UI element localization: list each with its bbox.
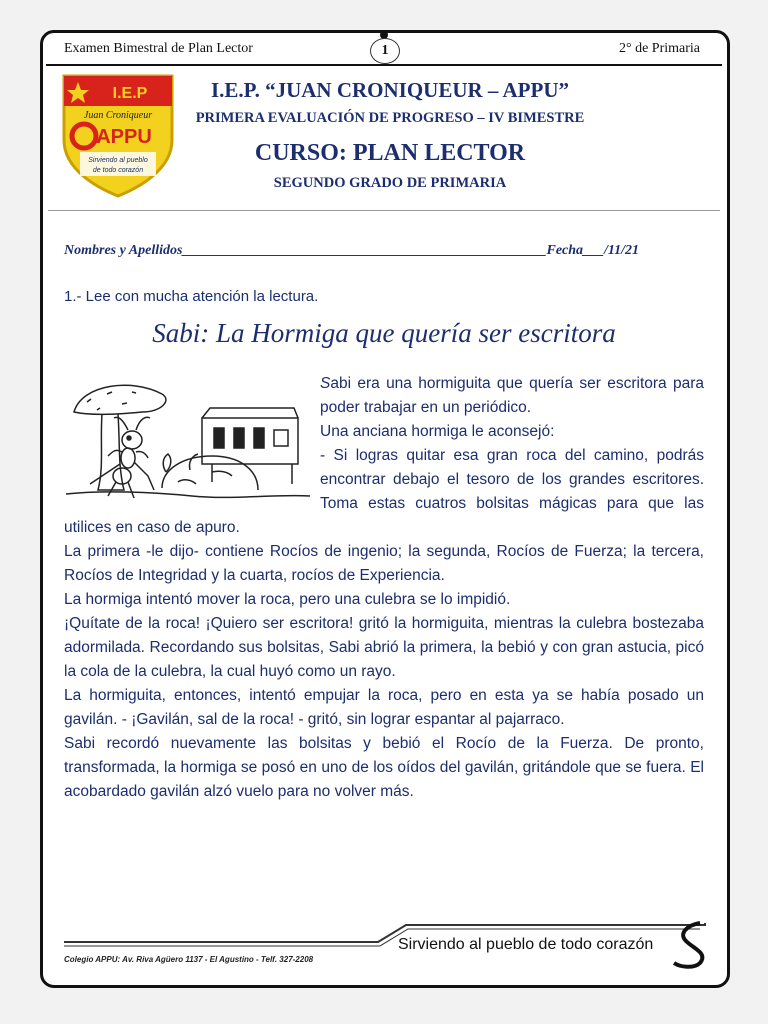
names-field[interactable]: ____________________________________________________ bbox=[182, 243, 547, 258]
footer-motto: Sirviendo al pueblo de todo corazón bbox=[398, 936, 654, 953]
date-label: Fecha bbox=[546, 243, 584, 258]
student-info-line bbox=[64, 243, 704, 259]
paragraph: La hormiguita, entonces, intentó empujar la roca, pero en esta ya se había posado un gavilán. - ¡Gavilán, sal de la roca! - gritó, sin lograr espantar al pajarraco. bbox=[64, 687, 704, 728]
grade-title: SEGUNDO GRADO DE PRIMARIA bbox=[273, 175, 507, 191]
school-logo bbox=[58, 70, 178, 200]
paragraph: La hormiga intentó mover la roca, pero una culebra se lo impidió. bbox=[64, 591, 511, 608]
evaluation-title: PRIMERA EVALUACIÓN DE PROGRESO – IV BIMESTRE bbox=[195, 110, 585, 126]
grade-label: 2° de Primaria bbox=[618, 41, 700, 56]
paragraph: Una anciana hormiga le aconsejó: bbox=[320, 423, 555, 440]
s-swirl-icon bbox=[674, 923, 702, 967]
names-label: Nombres y Apellidos bbox=[64, 243, 183, 258]
mushroom-cap bbox=[74, 385, 166, 414]
ant-head bbox=[122, 431, 142, 449]
course-title: CURSO: PLAN LECTOR bbox=[254, 140, 526, 166]
mushroom-stem bbox=[98, 414, 124, 490]
header-divider bbox=[48, 210, 720, 211]
ant-mushroom-illustration bbox=[62, 372, 312, 512]
instruction: 1.- Lee con mucha atención la lectura. bbox=[64, 288, 319, 305]
school-name: I.E.P. “JUAN CRONIQUEUR – APPU” bbox=[211, 78, 569, 102]
paragraph: Sabi era una hormiguita que quería ser escritora para poder trabajar en un periódico. bbox=[320, 375, 704, 416]
paragraph: La primera -le dijo- contiene Rocíos de ingenio; la segunda, Rocíos de Fuerza; la tercera, Rocíos de Integridad y la cuarta, rocíos de Experiencia. bbox=[64, 543, 704, 584]
logo-iep-text: I.E.P bbox=[112, 85, 148, 102]
page-number: 1 bbox=[370, 38, 400, 64]
paragraph: ¡Quítate de la roca! ¡Quiero ser escritora! gritó la hormiguita, mientras la culebra bostezaba adormilada. Recordando sus bolsitas, Sabi abrió la primera, la bebió y con gran astucia, picó la cola de la culebra, la cual huyó como un rayo. bbox=[64, 615, 704, 680]
logo-motto-2: de todo corazón bbox=[92, 167, 144, 174]
paragraph: - Si logras quitar esa gran roca del camino, podrás encontrar debajo el tesoro de los grandes escritores. Toma estas cuatros bolsitas mágicas para que las utilices en caso de apuro. bbox=[64, 447, 704, 536]
date-field[interactable]: ___/11/21 bbox=[583, 243, 640, 258]
rock bbox=[162, 456, 258, 490]
exam-name: Examen Bimestral de Plan Lector bbox=[64, 41, 253, 56]
footer-address: Colegio APPU: Av. Riva Agüero 1137 - El Agustino - Telf. 327-2208 bbox=[64, 955, 314, 964]
paragraph: Sabi recordó nuevamente las bolsitas y bebió el Rocío de la Fuerza. De pronto, transformada, la hormiga se posó en uno de los oídos del gavilán, gritándole que se fuera. El acobardado gavilán alzó vuelo para no volver más. bbox=[64, 735, 704, 800]
logo-motto-1: Sirviendo al pueblo bbox=[88, 157, 148, 164]
logo-appu-text: APPU bbox=[96, 126, 152, 148]
logo-name-text: Juan Croniqueur bbox=[83, 110, 153, 121]
first-letter: S bbox=[320, 375, 331, 392]
reading-title: Sabi: La Hormiga que quería ser escritora bbox=[152, 318, 616, 348]
